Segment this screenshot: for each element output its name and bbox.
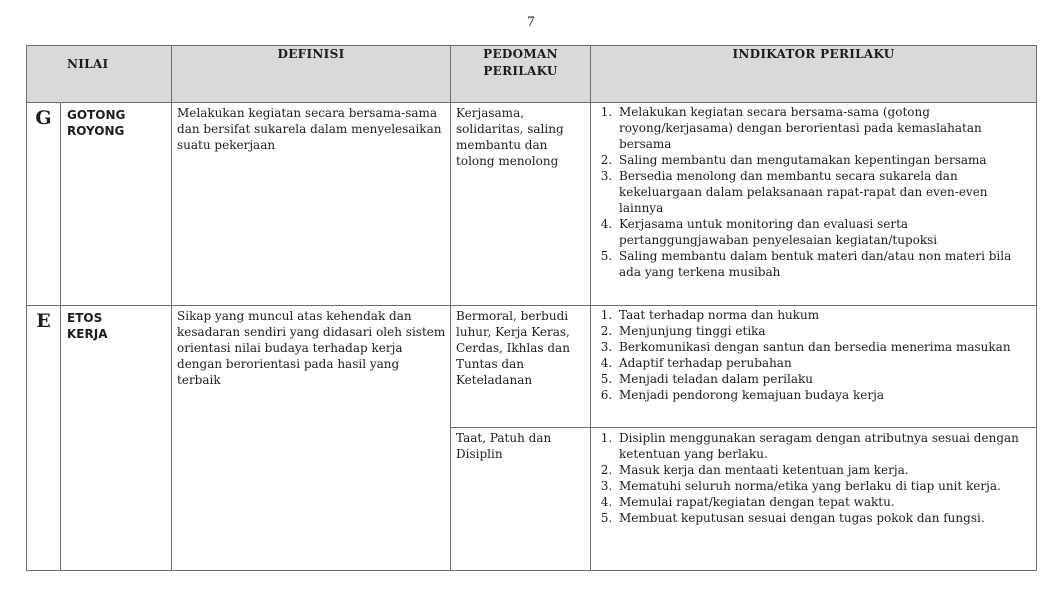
- list-item: 1. Taat terhadap norma dan hukum: [616, 307, 1029, 323]
- list-item: 6. Menjadi pendorong kemajuan budaya kerja: [616, 387, 1029, 403]
- values-table: [26, 45, 1037, 571]
- header-definisi: DEFINISI: [172, 46, 451, 103]
- definisi-cell: Sikap yang muncul atas kehendak dan kesadaran sendiri yang didasari oleh sistem orientasi nilai budaya terhadap kerja dengan berorientasi pada hasil yang terbaik: [172, 306, 451, 571]
- list-item: 2. Saling membantu dan mengutamakan kepentingan bersama: [616, 152, 1029, 168]
- list-item: 1. Melakukan kegiatan secara bersama-sama (gotong royong/kerjasama) dengan berorientasi pada kemaslahatan bersama: [616, 104, 1029, 152]
- nilai-line2: KERJA: [67, 327, 108, 341]
- indikator-list: [592, 307, 1035, 405]
- header-nilai: NILAI: [27, 46, 172, 103]
- list-item: 5. Menjadi teladan dalam perilaku: [616, 371, 1029, 387]
- list-item: 5. Saling membantu dalam bentuk materi dan/atau non materi bila ada yang terkena musibah: [616, 248, 1029, 280]
- list-item: 2. Menjunjung tinggi etika: [616, 323, 1029, 339]
- table-header-row: [27, 46, 1037, 103]
- list-item: 4. Adaptif terhadap perubahan: [616, 355, 1029, 371]
- list-item: 3. Mematuhi seluruh norma/etika yang berlaku di tiap unit kerja.: [616, 478, 1029, 494]
- nilai-line2: ROYONG: [67, 124, 125, 138]
- list-item: 3. Bersedia menolong dan membantu secara sukarela dan kekeluargaan dalam pelaksanaan rapat-rapat dan even-even lainnya: [616, 168, 1029, 216]
- pedoman-cell: Bermoral, berbudi luhur, Kerja Keras, Cerdas, Ikhlas dan Tuntas dan Keteladanan: [451, 306, 591, 428]
- row-letter: G: [27, 103, 61, 306]
- list-item: 1. Disiplin menggunakan seragam dengan atributnya sesuai dengan ketentuan yang berlaku.: [616, 430, 1029, 462]
- header-pedoman: [451, 46, 591, 103]
- list-item: 4. Memulai rapat/kegiatan dengan tepat waktu.: [616, 494, 1029, 510]
- indikator-list: [592, 430, 1035, 528]
- nilai-cell: [61, 306, 172, 571]
- list-item: 5. Membuat keputusan sesuai dengan tugas pokok dan fungsi.: [616, 510, 1029, 526]
- indikator-cell: [591, 428, 1037, 571]
- table-row-etos-kerja: [27, 306, 1037, 428]
- nilai-line1: ETOS: [67, 311, 103, 325]
- pedoman-cell: Taat, Patuh dan Disiplin: [451, 428, 591, 571]
- pedoman-cell: Kerjasama, solidaritas, saling membantu dan tolong menolong: [451, 103, 591, 306]
- row-letter: E: [27, 306, 61, 571]
- indikator-cell: [591, 306, 1037, 428]
- list-item: 4. Kerjasama untuk monitoring dan evaluasi serta pertanggungjawaban penyelesaian kegiatan/tupoksi: [616, 216, 1029, 248]
- list-item: 3. Berkomunikasi dengan santun dan bersedia menerima masukan: [616, 339, 1029, 355]
- header-pedoman-line1: PEDOMAN: [483, 47, 558, 61]
- page-number: 7: [527, 14, 535, 30]
- header-pedoman-line2: PERILAKU: [483, 64, 558, 78]
- list-item: 2. Masuk kerja dan mentaati ketentuan jam kerja.: [616, 462, 1029, 478]
- nilai-line1: GOTONG: [67, 108, 126, 122]
- indikator-list: [592, 104, 1035, 282]
- definisi-cell: Melakukan kegiatan secara bersama-sama dan bersifat sukarela dalam menyelesaikan suatu pekerjaan: [172, 103, 451, 306]
- header-indikator: INDIKATOR PERILAKU: [591, 46, 1037, 103]
- nilai-cell: [61, 103, 172, 306]
- table-row-gotong-royong: [27, 103, 1037, 306]
- indikator-cell: [591, 103, 1037, 306]
